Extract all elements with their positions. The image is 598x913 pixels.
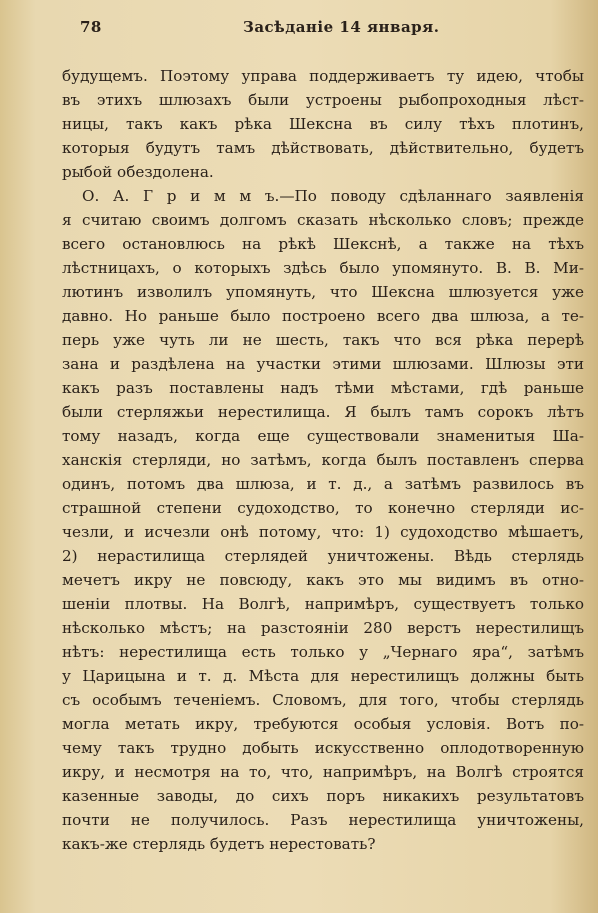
text-line: чезли, и исчезли онѣ потому, что: 1) судоходство мѣшаетъ, [62, 523, 584, 541]
running-title: Засѣданіе 14 января. [243, 18, 440, 36]
text-line: чему такъ трудно добыть искусственно оплодотворенную [62, 739, 584, 757]
text-line: будущемъ. Поэтому управа поддерживаетъ ту идею, чтобы [62, 67, 584, 85]
text-line: давно. Но раньше было построено всего два шлюза, а те- [62, 307, 584, 325]
text-line: какъ-же стерлядь будетъ нерестовать? [62, 835, 376, 853]
text-line: съ особымъ теченіемъ. Словомъ, для того, чтобы стерлядь [62, 691, 584, 709]
text-line: всего остановлюсь на рѣкѣ Шекснѣ, а также на тѣхъ [62, 235, 584, 253]
text-line: перь уже чуть ли не шесть, такъ что вся рѣка перерѣ [62, 331, 584, 349]
text-line: одинъ, потомъ два шлюза, и т. д., а затѣмъ развилось въ [62, 475, 584, 493]
text-line: въ этихъ шлюзахъ были устроены рыбопроходныя лѣст- [62, 91, 584, 109]
text-line: лѣстницахъ, о которыхъ здѣсь было упомянуто. В. В. Ми- [62, 259, 584, 277]
text-line: рыбой обездолена. [62, 163, 214, 181]
text-line: мечетъ икру не повсюду, какъ это мы видимъ въ отно- [62, 571, 584, 589]
text-line: которыя будутъ тамъ дѣйствовать, дѣйствительно, будетъ [62, 139, 584, 157]
text-line: шеніи плотвы. На Волгѣ, напримѣръ, существуетъ только [62, 595, 584, 613]
body-text [62, 64, 584, 856]
text-line: страшной степени судоходство, то конечно стерляди ис- [62, 499, 584, 517]
text-line: тому назадъ, когда еще существовали знаменитыя Ша- [62, 427, 584, 445]
text-line: я считаю своимъ долгомъ сказать нѣсколько словъ; прежде [62, 211, 584, 229]
text-line: зана и раздѣлена на участки этими шлюзами. Шлюзы эти [62, 355, 584, 373]
text-line: были стерляжьи нерестилища. Я былъ тамъ сорокъ лѣтъ [62, 403, 584, 421]
text-line: О. А. Г р и м м ъ.—По поводу сдѣланнаго заявленія [82, 187, 584, 205]
page-number: 78 [80, 18, 102, 36]
text-line: могла метать икру, требуются особыя условія. Вотъ по- [62, 715, 584, 733]
text-line: у Царицына и т. д. Мѣста для нерестилищъ должны быть [62, 667, 584, 685]
text-line: 2) нерастилища стерлядей уничтожены. Вѣдь стерлядь [62, 547, 584, 565]
text-line: почти не получилось. Разъ нерестилища уничтожены, [62, 811, 584, 829]
text-line: казенные заводы, до сихъ поръ никакихъ результатовъ [62, 787, 584, 805]
text-line: икру, и несмотря на то, что, напримѣръ, на Волгѣ строятся [62, 763, 584, 781]
page-header [80, 18, 538, 42]
text-line: какъ разъ поставлены надъ тѣми мѣстами, гдѣ раньше [62, 379, 584, 397]
text-line: нѣтъ: нерестилища есть только у „Чернаго яра“, затѣмъ [62, 643, 584, 661]
text-line: нѣсколько мѣстъ; на разстояніи 280 верстъ нерестилищъ [62, 619, 584, 637]
text-line: ханскія стерляди, но затѣмъ, когда былъ поставленъ сперва [62, 451, 584, 469]
text-line: лютинъ изволилъ упомянуть, что Шексна шлюзуется уже [62, 283, 584, 301]
text-line: ницы, такъ какъ рѣка Шексна въ силу тѣхъ плотинъ, [62, 115, 584, 133]
